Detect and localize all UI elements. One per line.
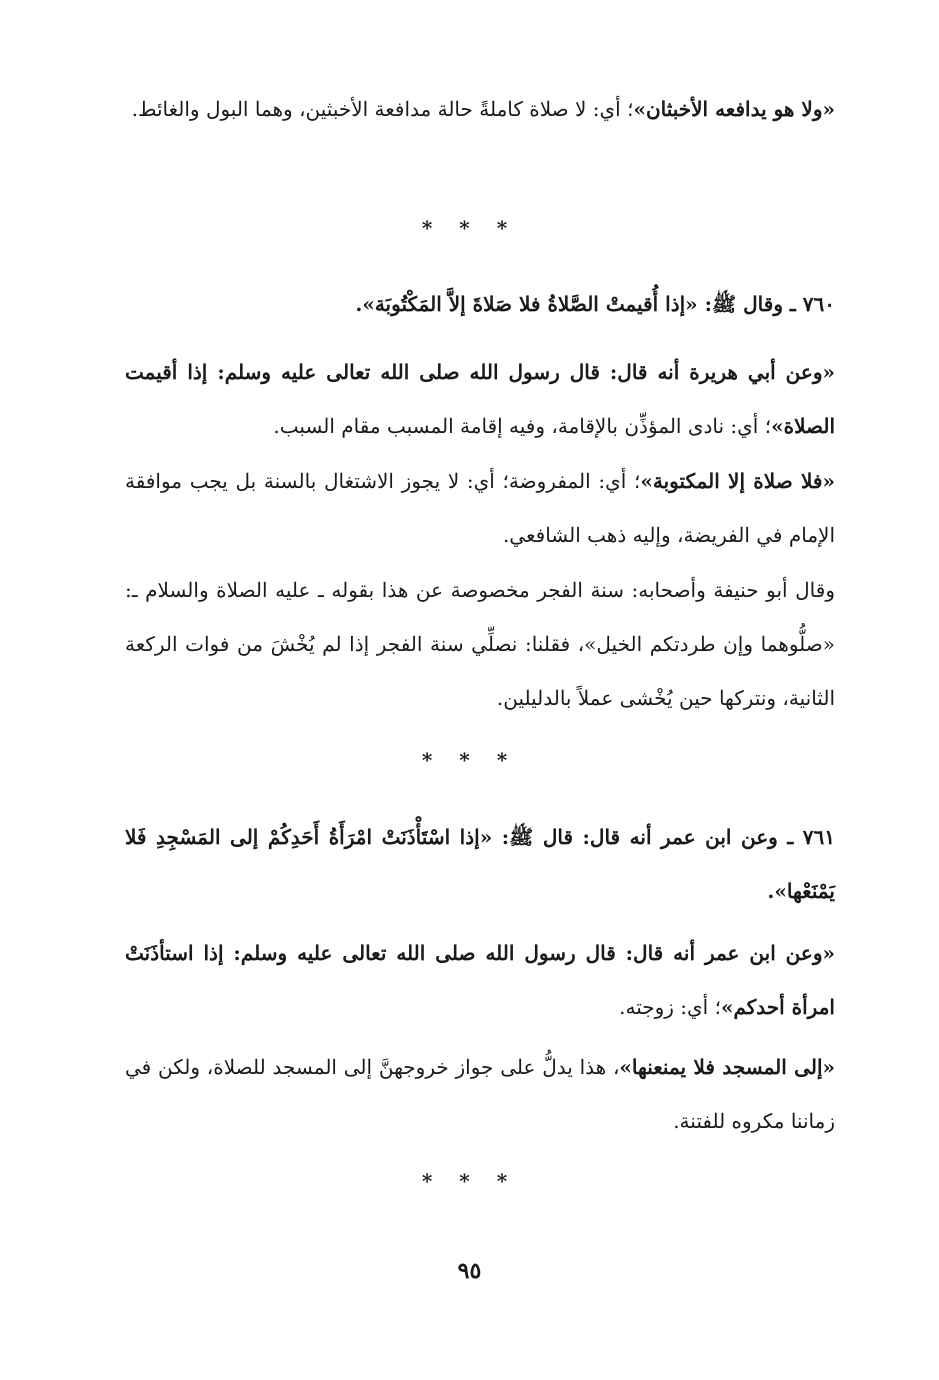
paragraph-3-quote: «فلا صلاة إلا المكتوبة» [640, 469, 835, 493]
paragraph-4: وقال أبو حنيفة وأصحابه: سنة الفجر مخصوصة عن هذا بقوله ـ عليه الصلاة والسلام ـ: «صلُّوهما وإن طردتكم الخيل»، فقلنا: نصلِّي سنة الفجر إذا لم يُخْشَ من فوات الركعة الثانية، ونتركها حين يُخْشى عملاً بالدليلين. [125, 578, 835, 710]
section-separator-3: * * * [421, 1169, 518, 1193]
paragraph-2 [125, 345, 835, 453]
paragraph-6-commentary: ، هذا يدلُّ على جواز خروجهنَّ إلى المسجد للصلاة، ولكن في زماننا مكروه للفتنة. [125, 1055, 835, 1133]
page-number: ٩٥ [457, 1258, 482, 1284]
section-separator-2: * * * [421, 748, 518, 772]
section-separator-1: * * * [421, 216, 518, 240]
paragraph-1-quote: «ولا هو يدافعه الأخبثان» [633, 97, 835, 121]
paragraph-5-quote: «وعن ابن عمر أنه قال: قال رسول الله صلى الله تعالى عليه وسلم: إذا استأذَنَتْ امرأة أحدكم» [125, 941, 835, 1019]
paragraph-2-commentary: ؛ أي: نادى المؤذِّن بالإقامة، وفيه إقامة المسبب مقام السبب. [273, 414, 772, 438]
paragraph-3-commentary: ؛ أي: المفروضة؛ أي: لا يجوز الاشتغال بالسنة بل يجب موافقة الإمام في الفريضة، وإليه ذهب الشافعي. [125, 469, 835, 547]
hadith-761: ٧٦١ ـ وعن ابن عمر أنه قال: قال ﷺ: «إذا اسْتَأْذَنَتْ امْرَأَةُ أَحَدِكُمْ إلى المَسْجِدِ فَلا يَمْنَعْها». [125, 825, 835, 903]
hadith-760: ٧٦٠ ـ وقال ﷺ: «إذا أُقيمتْ الصَّلاةُ فلا صَلاةَ إلاَّ المَكْتُوبَة». [355, 292, 835, 316]
paragraph-6-quote: «إلى المسجد فلا يمنعنها» [619, 1055, 835, 1079]
paragraph-5-commentary: ؛ أي: زوجته. [619, 995, 721, 1019]
paragraph-3 [125, 454, 835, 562]
paragraph-1 [125, 82, 835, 136]
paragraph-2-quote: «وعن أبي هريرة أنه قال: قال رسول الله صلى الله تعالى عليه وسلم: إذا أقيمت الصلاة» [125, 360, 835, 438]
paragraph-1-commentary: ؛ أي: لا صلاة كاملةً حالة مدافعة الأخبثين، وهما البول والغائط. [131, 97, 634, 121]
paragraph-6 [125, 1040, 835, 1148]
paragraph-5 [125, 926, 835, 1034]
